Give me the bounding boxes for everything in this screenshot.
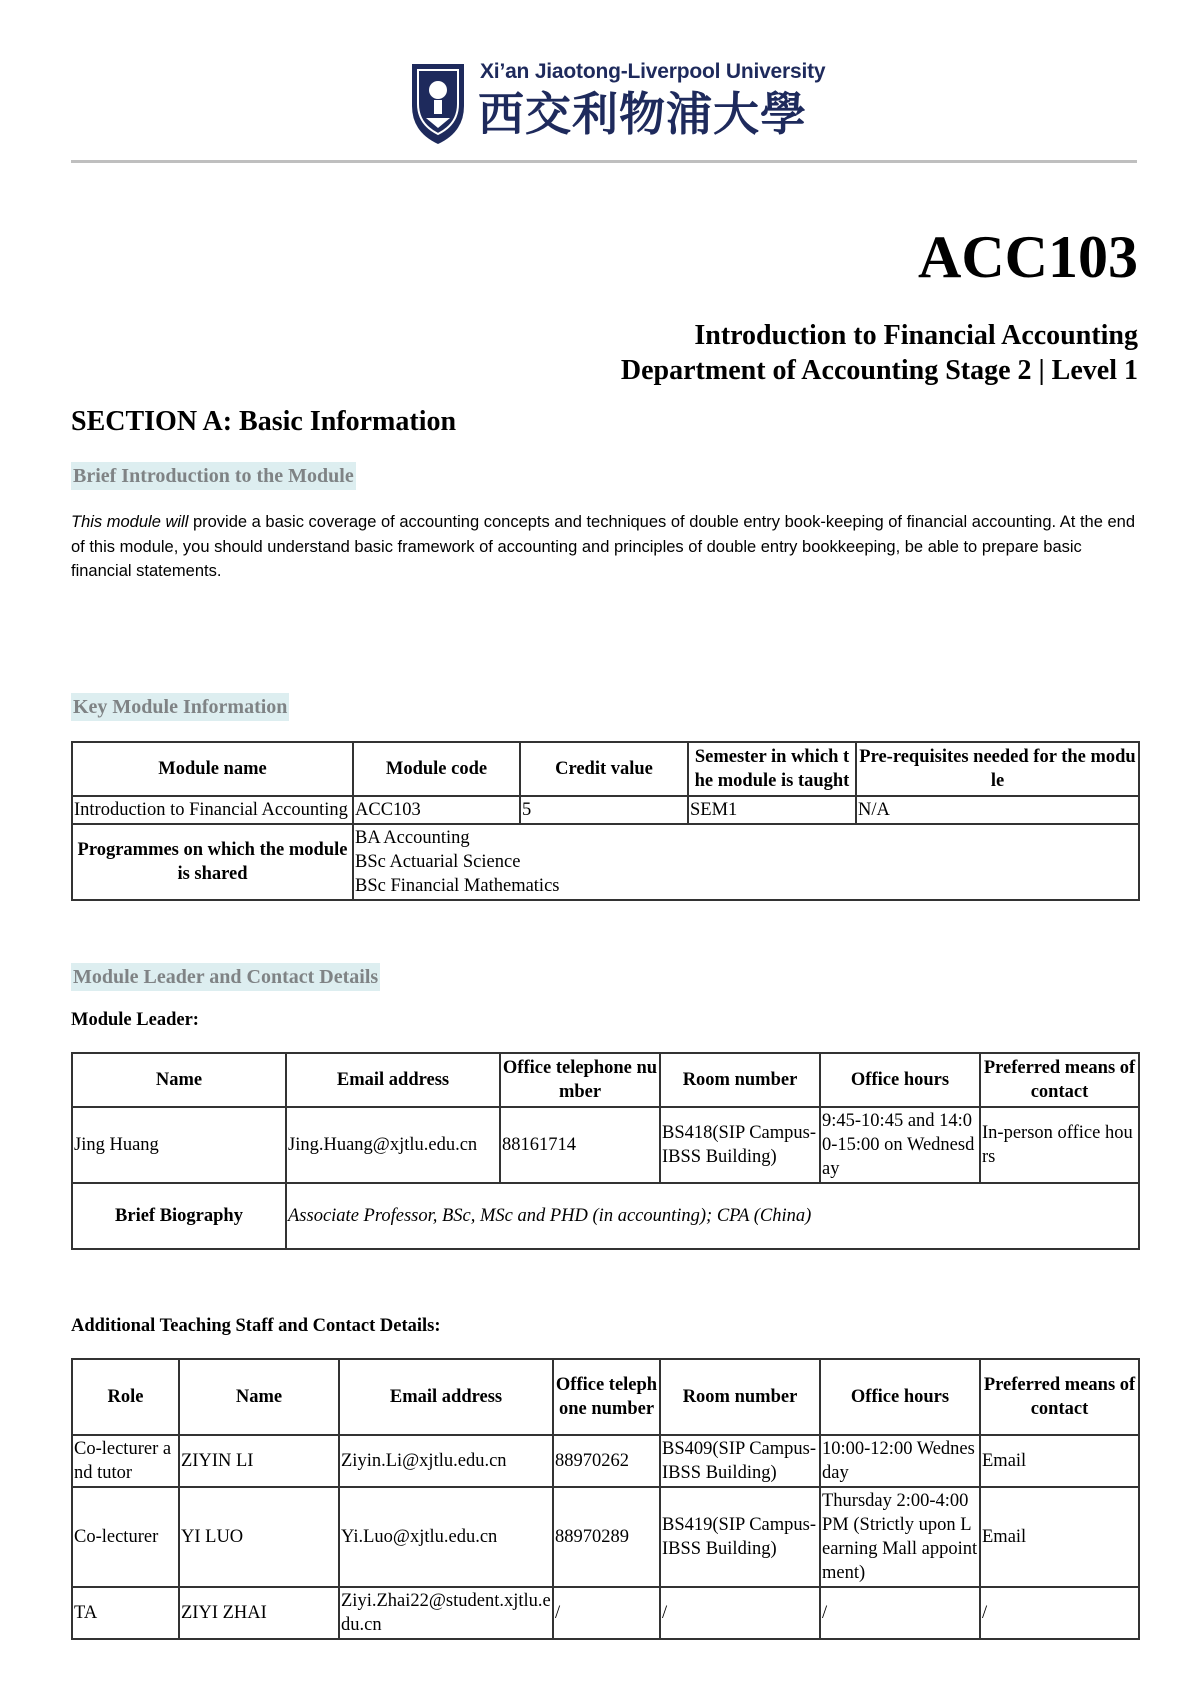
module-code-title: ACC103 — [918, 224, 1138, 290]
biography-text: Associate Professor, BSc, MSc and PHD (in accounting); CPA (China) — [286, 1183, 1139, 1249]
table-row — [72, 1107, 1139, 1183]
biography-label: Brief Biography — [72, 1183, 286, 1249]
cell-contact-means: / — [980, 1587, 1139, 1639]
cell-telephone: 88970262 — [553, 1435, 660, 1487]
biography-row — [72, 1183, 1139, 1249]
header-telephone: Office telephone number — [553, 1359, 660, 1435]
header-contact-means: Preferred means of contact — [980, 1359, 1139, 1435]
cell-role: TA — [72, 1587, 179, 1639]
cell-office-hours: / — [820, 1587, 980, 1639]
cell-contact-means: Email — [980, 1487, 1139, 1587]
module-leader-table — [71, 1052, 1140, 1250]
brief-intro-paragraph — [71, 510, 1141, 584]
module-title: Introduction to Financial Accounting — [694, 320, 1138, 351]
header-email: Email address — [339, 1359, 553, 1435]
header-semester: Semester in which the module is taught — [688, 742, 856, 796]
cell-prerequisites: N/A — [856, 796, 1139, 824]
cell-email: Ziyin.Li@xjtlu.edu.cn — [339, 1435, 553, 1487]
cell-contact-means: Email — [980, 1435, 1139, 1487]
header-divider — [71, 160, 1137, 163]
cell-contact-means: In-person office hours — [980, 1107, 1139, 1183]
cell-module-name: Introduction to Financial Accounting — [72, 796, 353, 824]
cell-credit-value: 5 — [520, 796, 688, 824]
programmes-row — [72, 824, 1139, 900]
cell-room: BS419(SIP Campus-IBSS Building) — [660, 1487, 820, 1587]
cell-name: Jing Huang — [72, 1107, 286, 1183]
cell-email: Ziyi.Zhai22@student.xjtlu.edu.cn — [339, 1587, 553, 1639]
cell-role: Co-lecturer and tutor — [72, 1435, 179, 1487]
additional-staff-table — [71, 1358, 1140, 1640]
header-role: Role — [72, 1359, 179, 1435]
staff-header-row — [72, 1359, 1139, 1435]
cell-room: / — [660, 1587, 820, 1639]
cell-name: YI LUO — [179, 1487, 339, 1587]
programme-item: BSc Actuarial Science — [355, 852, 521, 872]
header-email: Email address — [286, 1053, 500, 1107]
brief-intro-text: provide a basic coverage of accounting concepts and techniques of double entry book-keeping of financial accounting. At the end of this module, you should understand basic framework of accounting and principles of double entry bookkeeping, be able to prepare basic financial statements. — [71, 513, 1136, 580]
cell-semester: SEM1 — [688, 796, 856, 824]
leader-header-row — [72, 1053, 1139, 1107]
cell-telephone: 88970289 — [553, 1487, 660, 1587]
cell-office-hours: 9:45-10:45 and 14:00-15:00 on Wednesday — [820, 1107, 980, 1183]
cell-email: Yi.Luo@xjtlu.edu.cn — [339, 1487, 553, 1587]
table-row — [72, 1587, 1139, 1639]
cell-office-hours: 10:00-12:00 Wednesday — [820, 1435, 980, 1487]
cell-telephone: / — [553, 1587, 660, 1639]
additional-staff-label: Additional Teaching Staff and Contact Details: — [71, 1316, 441, 1336]
cell-role: Co-lecturer — [72, 1487, 179, 1587]
header-name: Name — [179, 1359, 339, 1435]
key-info-heading: Key Module Information — [71, 693, 289, 721]
module-subtitle — [621, 318, 1138, 388]
cell-office-hours: Thursday 2:00-4:00 PM (Strictly upon Learning Mall appointment) — [820, 1487, 980, 1587]
header-credit-value: Credit value — [520, 742, 688, 796]
header-room: Room number — [660, 1359, 820, 1435]
header-name: Name — [72, 1053, 286, 1107]
header-room: Room number — [660, 1053, 820, 1107]
key-module-info-table — [71, 741, 1140, 901]
cell-name: ZIYI ZHAI — [179, 1587, 339, 1639]
programme-item: BSc Financial Mathematics — [355, 876, 560, 896]
table-row — [72, 796, 1139, 824]
university-logo — [408, 60, 826, 150]
header-module-code: Module code — [353, 742, 520, 796]
header-office-hours: Office hours — [820, 1359, 980, 1435]
programme-item: BA Accounting — [355, 828, 470, 848]
programmes-list — [353, 824, 1139, 900]
header-contact-means: Preferred means of contact — [980, 1053, 1139, 1107]
cell-telephone: 88161714 — [500, 1107, 660, 1183]
cell-email: Jing.Huang@xjtlu.edu.cn — [286, 1107, 500, 1183]
brief-intro-heading: Brief Introduction to the Module — [71, 462, 356, 490]
header-telephone: Office telephone number — [500, 1053, 660, 1107]
table-row — [72, 1435, 1139, 1487]
cell-room: BS409(SIP Campus-IBSS Building) — [660, 1435, 820, 1487]
cell-module-code: ACC103 — [353, 796, 520, 824]
brief-intro-lead: This module will — [71, 513, 189, 531]
contact-details-heading: Module Leader and Contact Details — [71, 963, 380, 991]
module-leader-label: Module Leader: — [71, 1010, 199, 1030]
department-line: Department of Accounting Stage 2 | Level 1 — [620, 355, 1138, 386]
table-row — [72, 1487, 1139, 1587]
header-module-name: Module name — [72, 742, 353, 796]
cell-name: ZIYIN LI — [179, 1435, 339, 1487]
university-name-en: Xi’an Jiaotong-Liverpool University — [480, 60, 826, 83]
header-prerequisites: Pre-requisites needed for the module — [856, 742, 1139, 796]
university-crest-icon — [408, 60, 468, 146]
programmes-label: Programmes on which the module is shared — [72, 824, 353, 900]
header-office-hours: Office hours — [820, 1053, 980, 1107]
cell-room: BS418(SIP Campus-IBSS Building) — [660, 1107, 820, 1183]
university-name-cn: 西交利物浦大學 — [478, 87, 807, 141]
key-header-row — [72, 742, 1139, 796]
section-a-title: SECTION A: Basic Information — [71, 406, 457, 437]
